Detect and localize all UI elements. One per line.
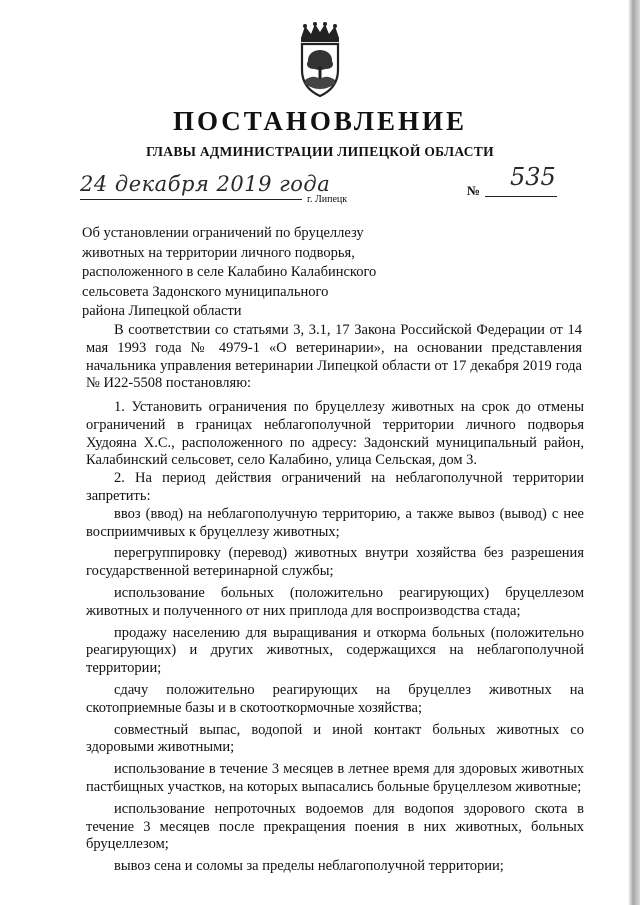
city-label: г. Липецк xyxy=(307,194,348,205)
subject-line: животных на территории личного подворья, xyxy=(82,244,355,261)
prohibition-item: продажу населению для выращивания и откорма больных (положительно реагирующих) и других животных, содержащихся на неблагополучной территории; xyxy=(86,624,584,677)
prohibition-item: ввоз (ввод) на неблагополучную территорию, а также вывоз (вывод) с нее восприимчивых к бруцеллезу животных; xyxy=(86,505,584,540)
subject-line: расположенного в селе Калабино Калабинского xyxy=(82,264,377,280)
prohibition-item: использование непроточных водоемов для водопоя здорового скота в течение 3 месяцев после прекращения поения в них животных, больных бруцеллезом; xyxy=(86,800,584,853)
preamble-paragraph xyxy=(86,322,582,393)
resolution-body xyxy=(86,399,584,876)
subject-line: сельсовета Задонского муниципального xyxy=(82,283,329,300)
prohibition-item: вывоз сена и соломы за пределы неблагополучной территории; xyxy=(114,858,504,875)
document-title: ПОСТАНОВЛЕНИЕ xyxy=(172,106,468,136)
coat-of-arms-icon xyxy=(293,22,347,98)
item-1-paragraph: 1. Установить ограничения по бруцеллезу животных на срок до отмены ограничений в границах неблагополучной территории личного подворья Худояна Х.С., расположенного по адресу: Задонский муниципальный район, Калабинский сельсовет, село Калабино, улица Сельская, дом 3. xyxy=(86,399,584,469)
prohibition-item: сдачу положительно реагирующих на бруцеллез животных на скотоприемные базы и в скотооткормочные хозяйства; xyxy=(86,681,584,716)
number-sign: № xyxy=(467,183,481,198)
scan-edge-shadow xyxy=(628,0,640,905)
subject-line: Об установлении ограничений по бруцеллезу xyxy=(82,225,364,241)
prohibition-item: использование в течение 3 месяцев в летнее время для здоровых животных пастбищных участков, на которых выпасались больные бруцеллезом животные; xyxy=(86,761,584,795)
document-subject xyxy=(82,224,412,322)
handwritten-number: 535 xyxy=(510,163,556,191)
handwritten-date: 24 декабря 2019 года xyxy=(80,172,331,196)
number-underline xyxy=(485,196,557,197)
prohibition-item: совместный выпас, водопой и иной контакт больных животных со здоровыми животными; xyxy=(86,721,584,756)
issuing-authority: ГЛАВЫ АДМИНИСТРАЦИИ ЛИПЕЦКОЙ ОБЛАСТИ xyxy=(146,144,494,159)
date-underline xyxy=(80,199,302,200)
preamble-text: В соответствии со статьями 3, 3.1, 17 Закона Российской Федерации от 14 мая 1993 года № 4979-1 «О ветеринарии», на основании представления начальника управления ветеринарии Липецкой области от 17 декабря 2019 года № И22-5508 постановляю: xyxy=(86,322,582,392)
prohibition-item: использование больных (положительно реагирующих) бруцеллезом животных и полученного от них приплода для воспроизводства стада; xyxy=(86,584,584,619)
prohibition-item: перегруппировку (перевод) животных внутри хозяйства без разрешения государственной ветеринарной службы; xyxy=(86,545,584,580)
item-2-paragraph: 2. На период действия ограничений на неблагополучной территории запретить: xyxy=(86,470,584,504)
subject-line: района Липецкой области xyxy=(82,303,242,319)
